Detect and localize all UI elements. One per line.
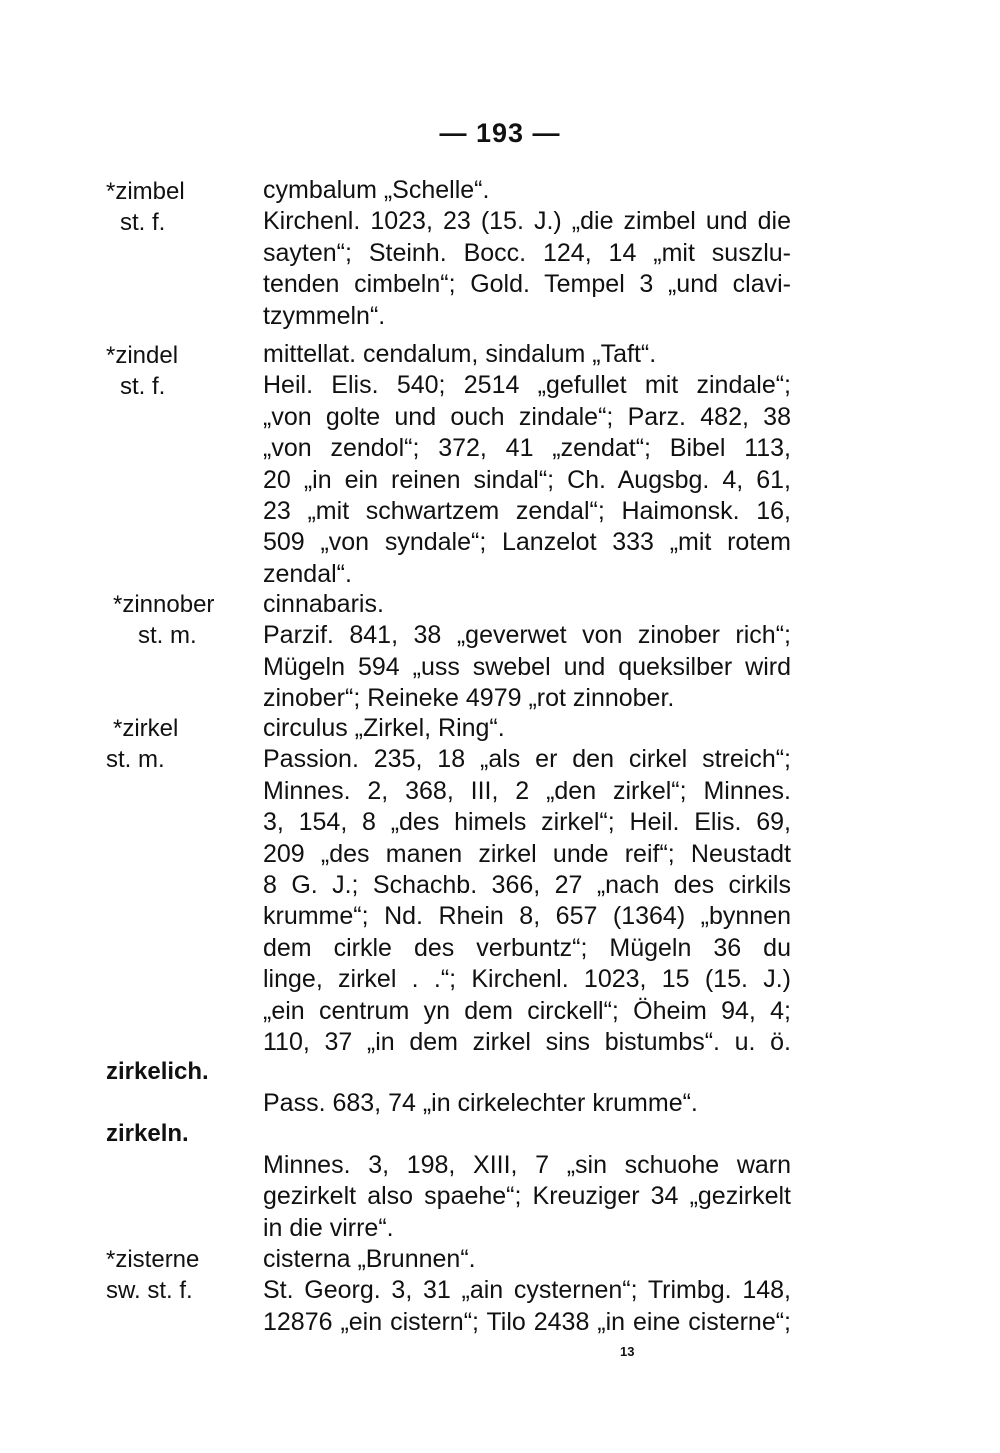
entry-grammar: sw. st. f. bbox=[106, 1277, 193, 1304]
text-line: 20 „in ein reinen sindal“; Ch. Augsbg. 4, 61, bbox=[263, 465, 791, 494]
text-line: „von golte und ouch zindale“; Parz. 482, 38 bbox=[263, 402, 791, 431]
entry-headword: *zimbel bbox=[106, 178, 185, 205]
entry-grammar: st. f. bbox=[120, 209, 166, 236]
text-line: 23 „mit schwartzem zendal“; Haimonsk. 16, bbox=[263, 497, 791, 526]
text-line: Minnes. 2, 368, III, 2 „den zirkel“; Minnes. bbox=[263, 776, 791, 805]
text-line: 209 „des manen zirkel unde reif“; Neustadt bbox=[263, 839, 791, 868]
text-line: Minnes. 3, 198, XIII, 7 „sin schuohe warn bbox=[263, 1151, 791, 1179]
entry-headword: *zindel bbox=[106, 342, 179, 369]
entry-term-column bbox=[106, 1244, 199, 1306]
entry-headword: zirkeln. bbox=[106, 1120, 189, 1147]
text-line: 110, 37 „in dem zirkel sins bistumbs“. u. ö. bbox=[263, 1028, 791, 1057]
text-line: linge, zirkel . .“; Kirchenl. 1023, 15 (15. J.) bbox=[263, 965, 791, 994]
text-line: Parzif. 841, 38 „geverwet von zinober rich“; bbox=[263, 621, 791, 650]
entry-grammar: st. m. bbox=[138, 622, 197, 649]
entry-term-column bbox=[106, 176, 185, 238]
entry-grammar: st. f. bbox=[120, 373, 166, 400]
entry-headword: *zinnober bbox=[113, 591, 215, 618]
text-line: zinober“; Reineke 4979 „rot zinnober. bbox=[263, 684, 675, 713]
entry-headword: zirkelich. bbox=[106, 1058, 209, 1085]
text-line: mittellat. cendalum, sindalum „Taft“. bbox=[263, 340, 657, 368]
text-line: Pass. 683, 74 „in cirkelechter krumme“. bbox=[263, 1089, 698, 1117]
entry-term-column bbox=[106, 1118, 189, 1149]
entry-term-column bbox=[106, 340, 178, 402]
text-line: sayten“; Steinh. Bocc. 124, 14 „mit suszlu- bbox=[263, 238, 791, 267]
entry-term-column bbox=[113, 589, 214, 651]
text-line: dem cirkle des verbuntz“; Mügeln 36 du bbox=[263, 933, 791, 962]
text-line: 3, 154, 8 „des himels zirkel“; Heil. Elis. 69, bbox=[263, 808, 791, 837]
entry-text bbox=[263, 1244, 791, 1338]
text-line: krumme“; Nd. Rhein 8, 657 (1364) „bynnen bbox=[263, 902, 791, 931]
text-line: gezirkelt also spaehe“; Kreuziger 34 „gezirkelt bbox=[263, 1182, 791, 1211]
text-line: cymbalum „Schelle“. bbox=[263, 176, 490, 204]
text-line: 8 G. J.; Schachb. 366, 27 „nach des cirkils bbox=[263, 871, 791, 900]
text-line: 509 „von syndale“; Lanzelot 333 „mit rotem bbox=[263, 528, 791, 557]
entry-text bbox=[263, 713, 791, 1058]
text-line: in die virre“. bbox=[263, 1213, 394, 1242]
text-line: zendal“. bbox=[263, 559, 352, 588]
entry-grammar: st. m. bbox=[106, 746, 165, 773]
entry-term-column bbox=[106, 1056, 209, 1087]
text-line: Kirchenl. 1023, 23 (15. J.) „die zimbel und die bbox=[263, 207, 791, 236]
page-number: — 193 — bbox=[439, 118, 561, 148]
text-line: circulus „Zirkel, Ring“. bbox=[263, 714, 505, 742]
text-line: Heil. Elis. 540; 2514 „gefullet mit zindale“; bbox=[263, 371, 791, 400]
text-line: 12876 „ein cistern“; Tilo 2438 „in eine cisterne“; bbox=[263, 1307, 791, 1336]
text-line: cisterna „Brunnen“. bbox=[263, 1245, 476, 1273]
entry-headword: *zisterne bbox=[106, 1246, 200, 1273]
text-line: tenden cimbeln“; Gold. Tempel 3 „und clavi- bbox=[263, 270, 791, 299]
entry-text bbox=[263, 589, 791, 715]
text-line: tzymmeln“. bbox=[263, 301, 386, 330]
text-line: Mügeln 594 „uss swebel und queksilber wird bbox=[263, 652, 791, 681]
entry-text bbox=[263, 1150, 791, 1244]
entry-text bbox=[263, 339, 791, 590]
text-line: „von zendol“; 372, 41 „zendat“; Bibel 113, bbox=[263, 434, 791, 463]
signature-mark: 13 bbox=[620, 1344, 635, 1359]
text-line: „ein centrum yn dem circkell“; Öheim 94, 4; bbox=[263, 996, 791, 1025]
text-line: Passion. 235, 18 „als er den cirkel streich“; bbox=[263, 745, 791, 774]
entry-term-column bbox=[106, 713, 179, 775]
text-line: cinnabaris. bbox=[263, 590, 384, 618]
entry-text bbox=[263, 1088, 791, 1119]
entry-text bbox=[263, 175, 791, 332]
entry-headword: *zirkel bbox=[113, 715, 179, 742]
text-line: St. Georg. 3, 31 „ain cysternen“; Trimbg. 148, bbox=[263, 1276, 791, 1305]
